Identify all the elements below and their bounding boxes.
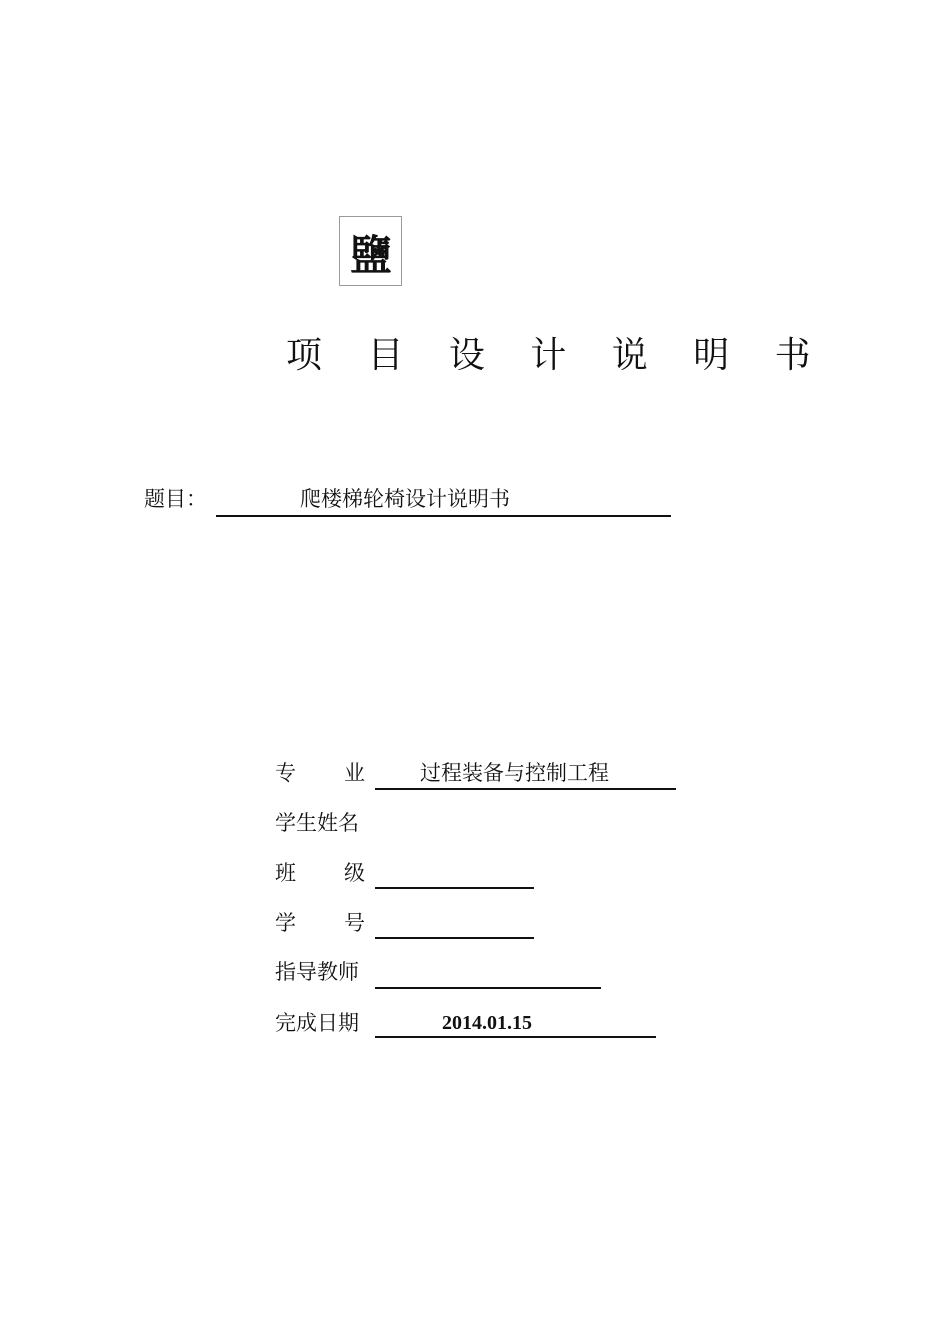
class-label-char-1: 班	[275, 861, 296, 885]
topic-underline	[216, 515, 671, 517]
advisor-label: 指导教师	[275, 960, 359, 984]
student-id-label	[275, 908, 365, 938]
emblem-glyph-icon	[340, 217, 403, 287]
class-label	[275, 858, 365, 888]
major-label-char-1: 专	[275, 761, 296, 785]
student-id-label-char-1: 学	[275, 911, 296, 935]
class-underline	[375, 887, 534, 889]
class-label-char-2: 级	[344, 861, 365, 885]
completion-date-label: 完成日期	[275, 1011, 359, 1035]
completion-date-underline	[375, 1036, 656, 1038]
major-label	[275, 758, 365, 788]
school-emblem-logo	[339, 216, 402, 286]
page-title: 项 目 设 计 说 明 书	[286, 335, 828, 376]
student-id-underline	[375, 937, 534, 939]
major-label-char-2: 业	[344, 761, 365, 785]
student-name-label: 学生姓名	[275, 811, 359, 835]
major-underline	[375, 788, 676, 790]
topic-value: 爬楼梯轮椅设计说明书	[300, 487, 510, 511]
completion-date-value: 2014.01.15	[442, 1012, 532, 1034]
advisor-underline	[375, 987, 601, 989]
topic-label: 题目：	[144, 487, 207, 511]
student-id-label-char-2: 号	[344, 911, 365, 935]
major-value: 过程装备与控制工程	[420, 761, 609, 785]
svg-text:鹽: 鹽	[349, 231, 393, 280]
